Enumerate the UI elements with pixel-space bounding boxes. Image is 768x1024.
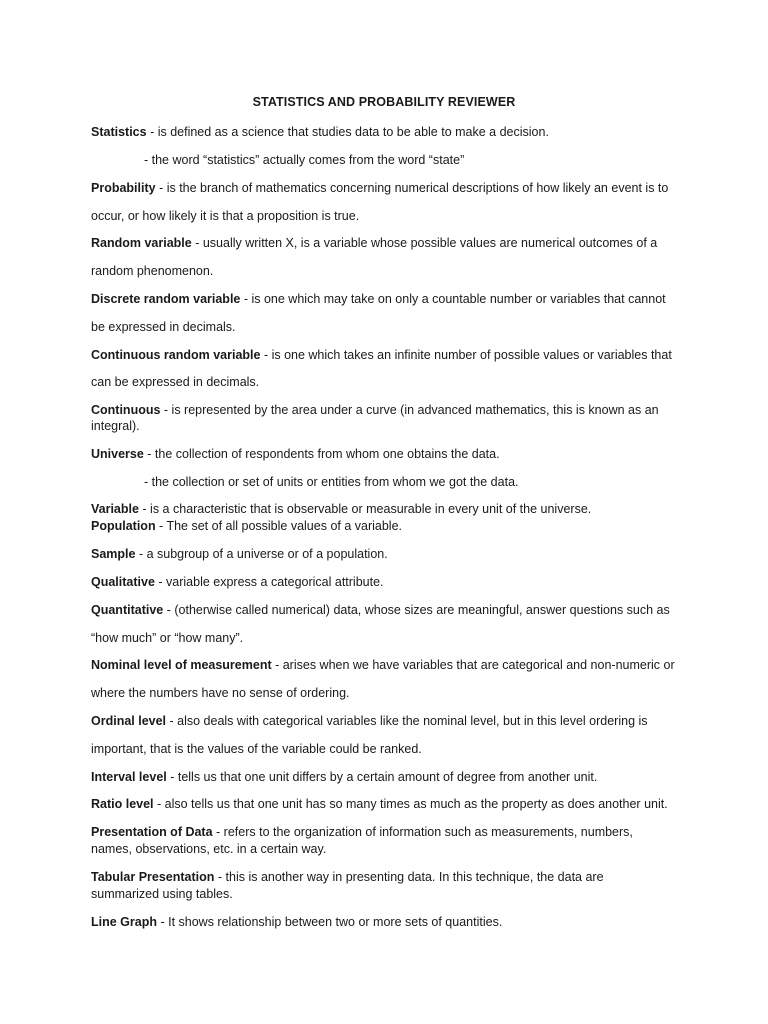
definition-text: - variable express a categorical attribute. [154, 575, 384, 589]
term: Continuous random variable [91, 348, 261, 362]
definition-line [91, 446, 691, 462]
definition-line [91, 291, 691, 307]
definition-line [91, 886, 691, 902]
definition-line [91, 657, 691, 673]
definition-text: - is one which may take on only a countable number or variables that cannot [240, 292, 666, 306]
definition-text: - refers to the organization of information such as measurements, numbers, [212, 825, 633, 839]
definition-line [91, 418, 691, 434]
definition-text: - the word “statistics” actually comes from the word “state” [144, 153, 465, 167]
definition-text: - this is another way in presenting data. In this technique, the data are [214, 870, 604, 884]
definition-text: - is the branch of mathematics concerning numerical descriptions of how likely an event is to [155, 181, 669, 195]
definition-line [91, 602, 691, 618]
definition-text: random phenomenon. [91, 264, 214, 278]
term: Nominal level of measurement [91, 658, 272, 672]
definition-text: important, that is the values of the variable could be ranked. [91, 742, 422, 756]
term: Ratio level [91, 797, 154, 811]
term: Qualitative [91, 575, 155, 589]
definition-text: - It shows relationship between two or more sets of quantities. [156, 915, 503, 929]
definition-text: - also deals with categorical variables like the nominal level, but in this level ordering is [166, 714, 648, 728]
term: Tabular Presentation [91, 870, 215, 884]
definition-line [91, 501, 691, 517]
term: Sample [91, 547, 136, 561]
definition-line [91, 574, 691, 590]
definition-text: - is represented by the area under a curve (in advanced mathematics, this is known as an [160, 403, 659, 417]
definition-line [91, 869, 691, 885]
definition-text: where the numbers have no sense of ordering. [91, 686, 350, 700]
definition-text: can be expressed in decimals. [91, 375, 260, 389]
definition-text: - (otherwise called numerical) data, whose sizes are meaningful, answer questions such as [163, 603, 670, 617]
definition-line [91, 180, 691, 196]
definition-line [91, 518, 691, 534]
definition-text: - tells us that one unit differs by a certain amount of degree from another unit. [166, 770, 598, 784]
definition-line [91, 546, 691, 562]
term: Ordinal level [91, 714, 167, 728]
definition-line [91, 769, 691, 785]
definition-line [144, 474, 744, 490]
definition-text: be expressed in decimals. [91, 320, 236, 334]
term: Presentation of Data [91, 825, 213, 839]
definition-text: - is defined as a science that studies data to be able to make a decision. [146, 125, 549, 139]
definition-line [91, 741, 691, 757]
term: Line Graph [91, 915, 157, 929]
definition-text: - The set of all possible values of a variable. [155, 519, 403, 533]
term: Continuous [91, 403, 161, 417]
term: Universe [91, 447, 144, 461]
definition-line [91, 208, 691, 224]
definition-text: “how much” or “how many”. [91, 631, 244, 645]
definition-line [91, 796, 691, 812]
term: Random variable [91, 236, 192, 250]
definition-text: - the collection of respondents from whom one obtains the data. [143, 447, 500, 461]
definition-line [91, 685, 691, 701]
definition-line [91, 841, 691, 857]
definition-line [91, 402, 691, 418]
definition-text: summarized using tables. [91, 887, 233, 901]
document-title: STATISTICS AND PROBABILITY REVIEWER [252, 95, 516, 109]
definition-line [91, 124, 691, 140]
definition-text: - is one which takes an infinite number of possible values or variables that [260, 348, 672, 362]
definition-text: integral). [91, 419, 140, 433]
term: Population [91, 519, 156, 533]
definition-text: - also tells us that one unit has so many times as much as the property as does another unit. [153, 797, 668, 811]
definition-line [91, 347, 691, 363]
definition-text: - is a characteristic that is observable or measurable in every unit of the universe. [138, 502, 592, 516]
definition-line [91, 263, 691, 279]
term: Statistics [91, 125, 147, 139]
definition-line [91, 374, 691, 390]
definition-text: - the collection or set of units or entities from whom we got the data. [144, 475, 519, 489]
definition-text: - arises when we have variables that are categorical and non-numeric or [271, 658, 675, 672]
definition-line [91, 824, 691, 840]
definition-line [91, 914, 691, 930]
term: Discrete random variable [91, 292, 241, 306]
definition-line [91, 630, 691, 646]
definition-text: - usually written X, is a variable whose possible values are numerical outcomes of a [191, 236, 658, 250]
definition-text: - a subgroup of a universe or of a population. [135, 547, 388, 561]
definition-line [91, 319, 691, 335]
definition-line [91, 713, 691, 729]
definition-line [144, 152, 744, 168]
definition-text: occur, or how likely it is that a proposition is true. [91, 209, 360, 223]
term: Quantitative [91, 603, 164, 617]
term: Variable [91, 502, 139, 516]
definition-text: names, observations, etc. in a certain way. [91, 842, 327, 856]
term: Interval level [91, 770, 167, 784]
term: Probability [91, 181, 156, 195]
definition-line [91, 235, 691, 251]
